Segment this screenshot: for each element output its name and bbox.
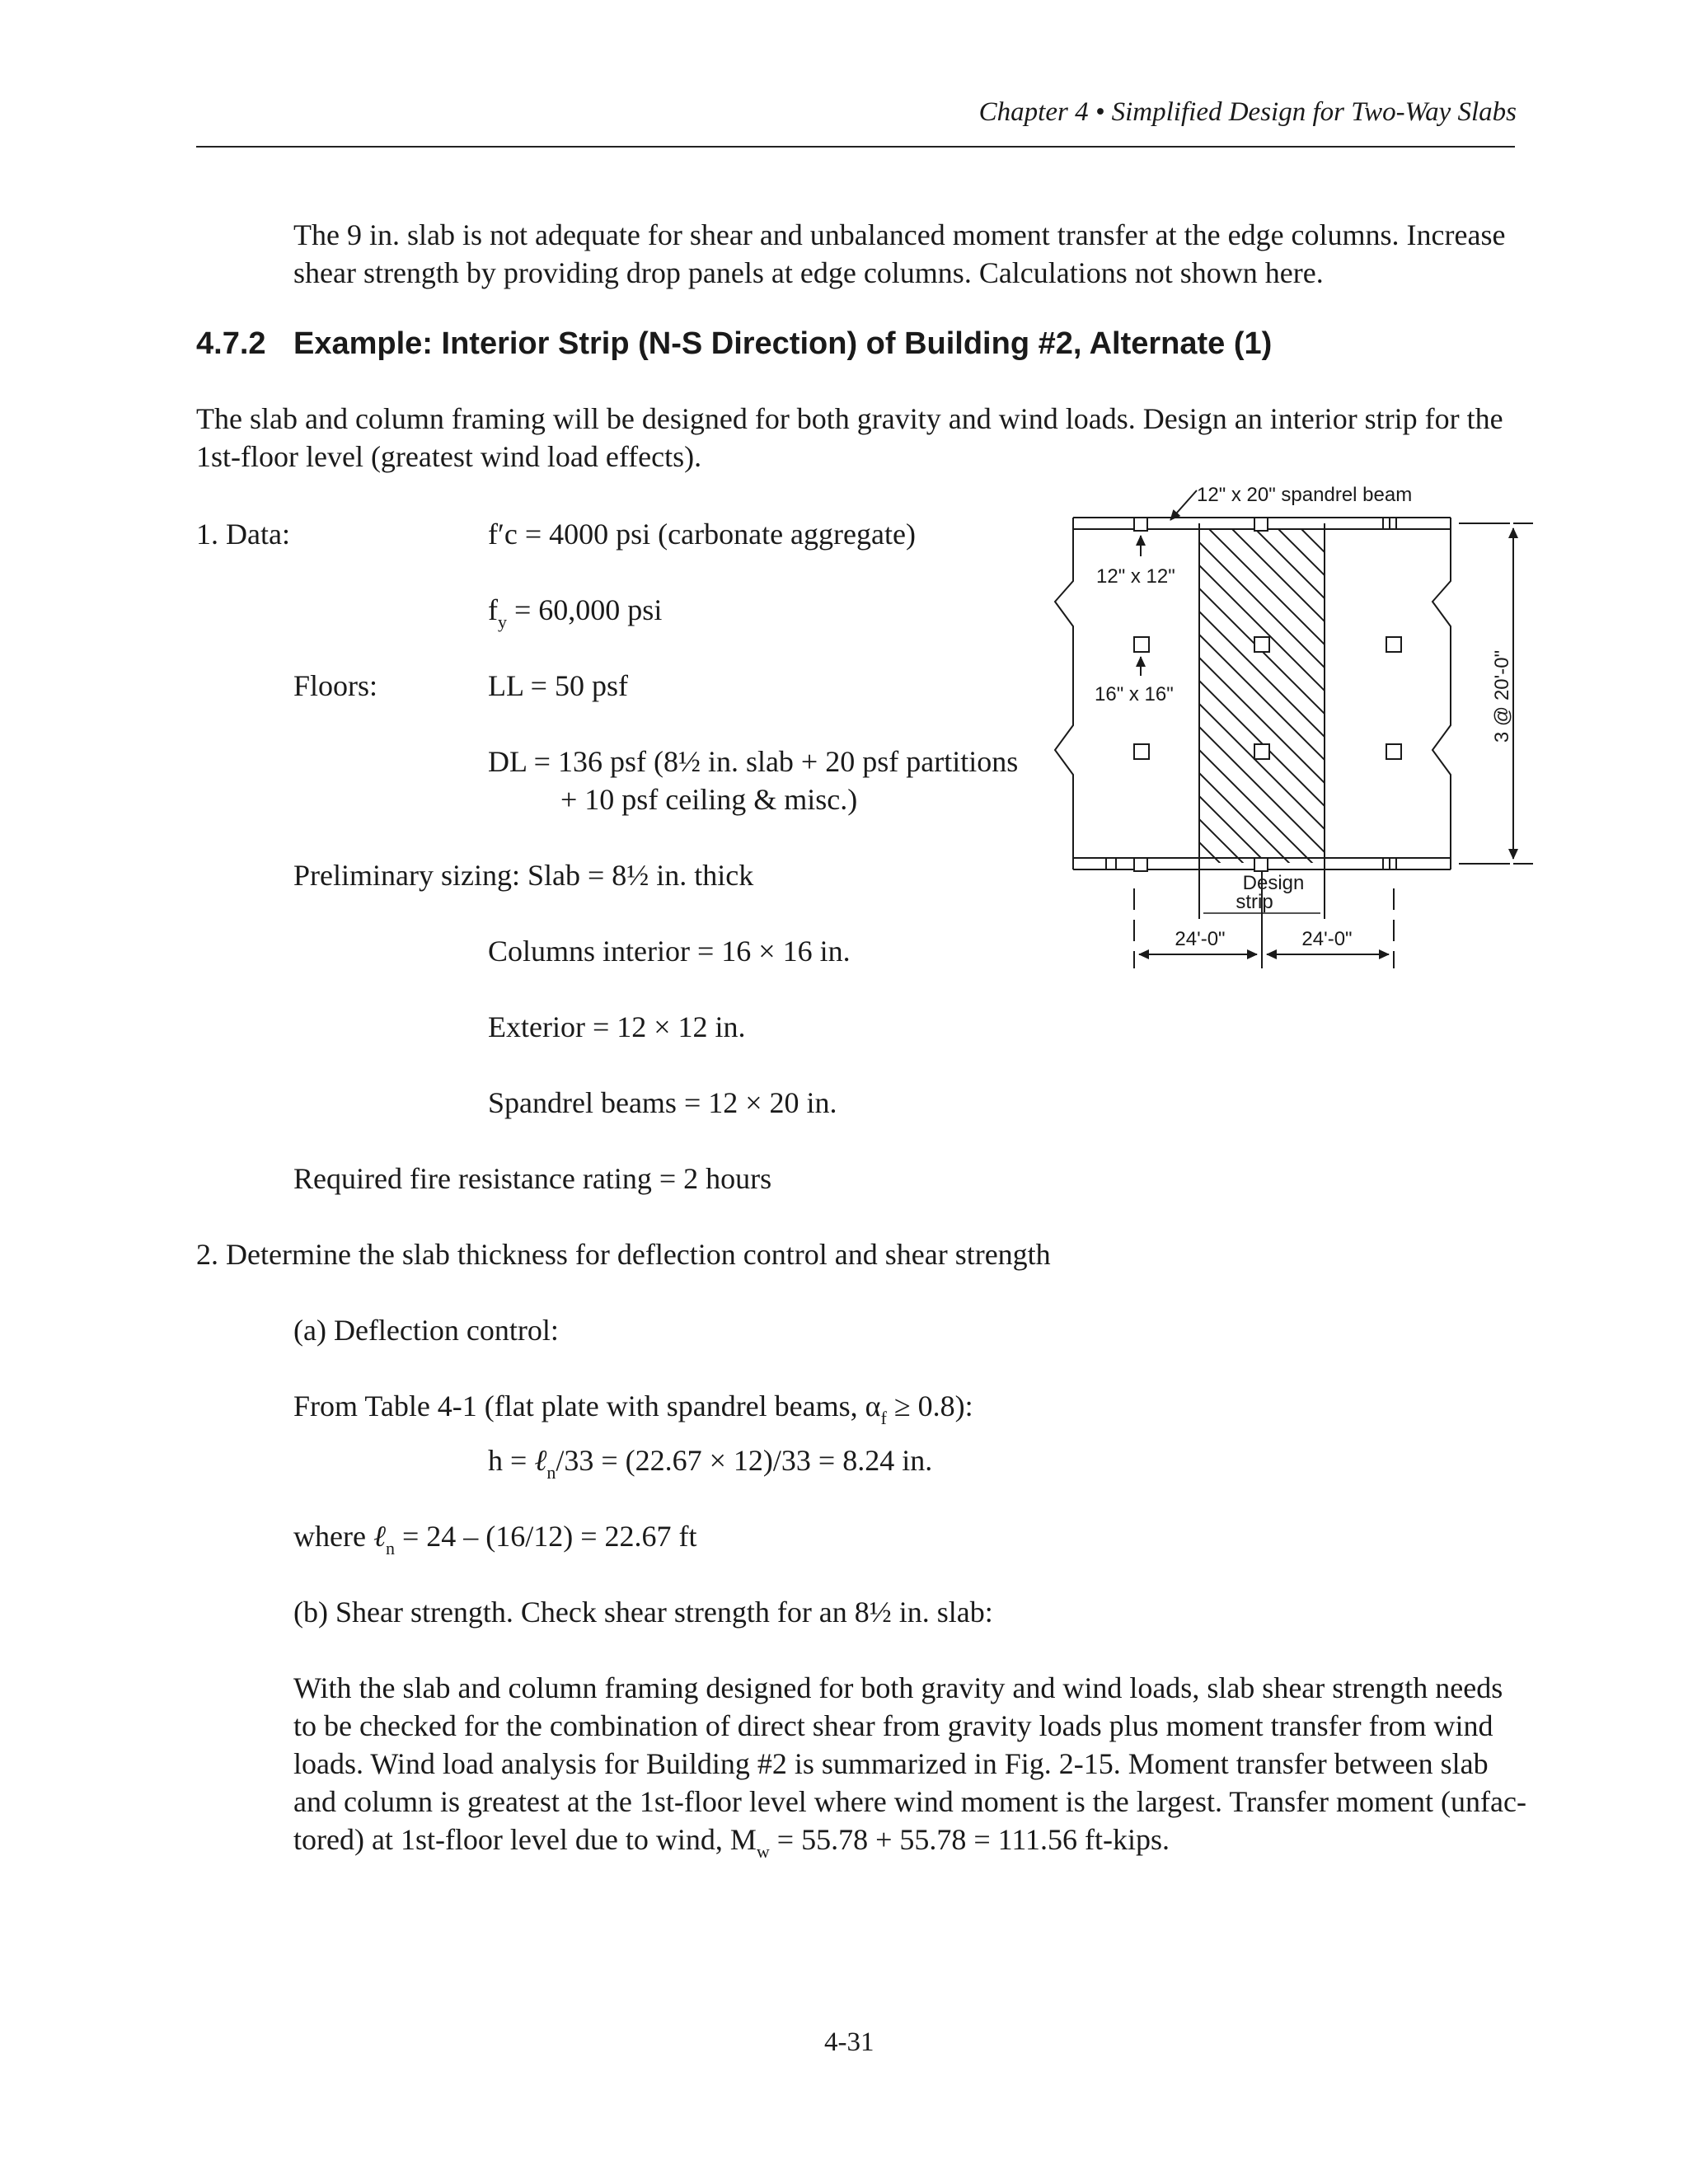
exterior-columns: Exterior = 12 × 12 in. <box>488 1010 746 1043</box>
break-line-left <box>1055 518 1073 869</box>
ell-symbol: ℓ <box>534 1444 547 1477</box>
span-right-label: 24'-0" <box>1301 928 1353 950</box>
alpha-subscript: f <box>880 1408 887 1428</box>
exterior-column <box>1134 518 1147 531</box>
section-title: Example: Interior Strip (N-S Direction) of Building #2, Alternate (1) <box>293 326 1273 361</box>
intro-line-1: The 9 in. slab is not adequate for shear and unbalanced moment transfer at the edge columns. Increase <box>293 218 1506 251</box>
exterior-column <box>1254 518 1268 531</box>
fy-value: = 60,000 psi <box>507 593 663 626</box>
running-head: Chapter 4 • Simplified Design for Two-Way Slabs <box>978 97 1517 127</box>
design-strip-label-line1: Design <box>1242 872 1305 894</box>
ll-line: LL = 50 psf <box>488 669 628 702</box>
interior-column <box>1134 744 1149 759</box>
break-line-right <box>1432 518 1451 869</box>
design-strip-label-line2: strip <box>1236 891 1273 913</box>
framing-plan-diagram <box>1039 474 1533 1010</box>
floors-label: Floors: <box>293 669 378 702</box>
shear-line-1: With the slab and column framing designed for both gravity and wind loads, slab shear strength needs <box>293 1671 1503 1704</box>
section-heading <box>196 326 1272 362</box>
exterior-column-label: 12" x 12" <box>1096 565 1175 588</box>
header-rule <box>196 146 1515 148</box>
interior-column <box>1134 637 1149 652</box>
shear-paragraph <box>293 1669 1526 1862</box>
mw-subscript: w <box>756 1841 770 1862</box>
exterior-column <box>1254 858 1268 871</box>
interior-column <box>1386 637 1401 652</box>
lead-line-1: The slab and column framing will be designed for both gravity and wind loads. Design an interior strip for the <box>196 402 1503 435</box>
design-strip-hatch <box>1199 529 1325 863</box>
section-number: 4.7.2 <box>196 326 266 361</box>
shear-strength-label: (b) Shear strength. Check shear strength for an 8½ in. slab: <box>293 1596 993 1629</box>
where-word: where <box>293 1520 373 1553</box>
fy-line <box>488 591 663 632</box>
lead-paragraph <box>196 400 1517 476</box>
spandrel-beam-label: 12" x 20" spandrel beam <box>1197 484 1413 506</box>
deflection-control-label: (a) Deflection control: <box>293 1314 559 1347</box>
shear-line-5 <box>293 1821 1517 1862</box>
intro-line-2: shear strength by providing drop panels at edge columns. Calculations not shown here. <box>293 256 1324 289</box>
fy-symbol: f <box>488 593 498 626</box>
ln-result: = 24 – (16/12) = 22.67 ft <box>394 1520 697 1553</box>
spandrel-beams: Spandrel beams = 12 × 20 in. <box>488 1086 837 1119</box>
dl-line-1: DL = 136 psf (8½ in. slab + 20 psf partitions <box>488 745 1019 778</box>
step2-label: 2. Determine the slab thickness for deflection control and shear strength <box>196 1238 1051 1271</box>
lead-line-2: 1st-floor level (greatest wind load effects). <box>196 440 702 473</box>
span-left-label: 24'-0" <box>1175 928 1226 950</box>
h-equation <box>488 1441 933 1483</box>
step1-label: 1. Data: <box>196 518 290 551</box>
ell-subscript-2: n <box>385 1538 395 1558</box>
shear-line-2: to be checked for the combination of direct shear from gravity loads plus moment transfer from wind <box>293 1709 1493 1742</box>
mw-value: = 55.78 + 55.78 = 111.56 ft-kips. <box>769 1823 1170 1856</box>
mw-text: tored) at 1st-floor level due to wind, M <box>293 1823 757 1856</box>
dl-line-2: + 10 psf ceiling & misc.) <box>560 783 858 816</box>
interior-column-label: 16" x 16" <box>1095 683 1174 705</box>
intro-paragraph <box>293 216 1517 292</box>
prelim-sizing: Preliminary sizing: Slab = 8½ in. thick <box>293 859 754 892</box>
h-result: /33 = (22.67 × 12)/33 = 8.24 in. <box>556 1444 933 1477</box>
interior-column <box>1254 637 1269 652</box>
ell-symbol-2: ℓ <box>373 1520 386 1553</box>
page-number: 4-31 <box>824 2027 874 2057</box>
spandrel-leader <box>1170 490 1197 520</box>
height-dimension-label: 3 @ 20'-0" <box>1491 649 1513 743</box>
table-reference <box>293 1387 973 1428</box>
exterior-column <box>1134 858 1147 871</box>
where-clause <box>293 1517 697 1558</box>
interior-column <box>1254 744 1269 759</box>
fy-subscript: y <box>498 612 507 632</box>
columns-interior: Columns interior = 16 × 16 in. <box>488 935 851 968</box>
table-ref-text: From Table 4-1 (flat plate with spandrel beams, α <box>293 1390 881 1422</box>
fire-rating: Required fire resistance rating = 2 hours <box>293 1162 772 1195</box>
shear-line-3: loads. Wind load analysis for Building #2 is summarized in Fig. 2-15. Moment transfer between slab <box>293 1747 1489 1780</box>
interior-column <box>1386 744 1401 759</box>
fc-line: f′c = 4000 psi (carbonate aggregate) <box>488 518 916 551</box>
ell-subscript: n <box>546 1462 556 1483</box>
shear-line-4: and column is greatest at the 1st-floor level where wind moment is the largest. Transfer moment (unfac- <box>293 1785 1526 1818</box>
table-ref-condition: ≥ 0.8): <box>886 1390 973 1422</box>
h-equals: h = <box>488 1444 535 1477</box>
